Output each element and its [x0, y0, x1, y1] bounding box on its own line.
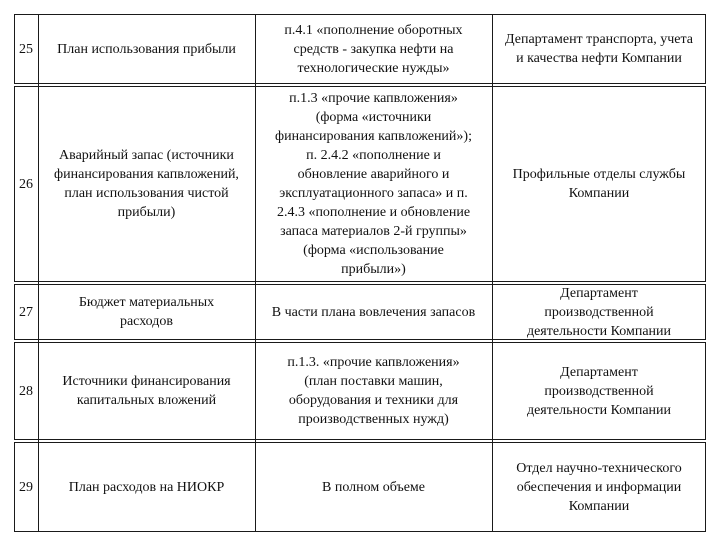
department-cell: Отдел научно-технического обеспечения и информации Компании [516, 460, 682, 514]
document-cell: Бюджет материальных расходов [78, 295, 215, 329]
document-cell: План расходов на НИОКР [68, 479, 225, 495]
scope-cell: п.1.3. «прочие капвложения» (план поставки машин, оборудования и техники для производственных нужд) [287, 355, 460, 427]
row-number: 26 [19, 176, 33, 192]
department-cell: Департамент производственной деятельности Компании [526, 285, 672, 339]
row-number: 28 [19, 383, 33, 399]
document-cell: План использования прибыли [57, 41, 236, 57]
scope-cell: п.1.3 «прочие капвложения» (форма «источники финансирования капвложений»); п. 2.4.2 «пополнение и обновление аварийного и эксплуатационного запаса» и п. 2.4.3 «пополнение и обновление запаса материалов 2-й группы» (форма «использование прибыли») [275, 91, 472, 277]
row-number: 27 [19, 304, 33, 320]
department-cell: Департамент транспорта, учета и качества нефти Компании [505, 32, 693, 66]
row-number: 29 [19, 479, 33, 495]
scope-cell: В полном объеме [321, 479, 426, 495]
document-cell: Источники финансирования капитальных вложений [62, 374, 231, 408]
department-cell: Профильные отделы службы Компании [512, 167, 686, 201]
row-number: 25 [19, 41, 33, 57]
document-cell: Аварийный запас (источники финансирования капвложений, план использования чистой прибыли) [54, 148, 239, 220]
scope-cell: п.4.1 «пополнение оборотных средств - закупка нефти на технологические нужды» [284, 22, 463, 76]
department-cell: Департамент производственной деятельности Компании [526, 364, 672, 418]
scope-cell: В части плана вовлечения запасов [271, 304, 476, 320]
